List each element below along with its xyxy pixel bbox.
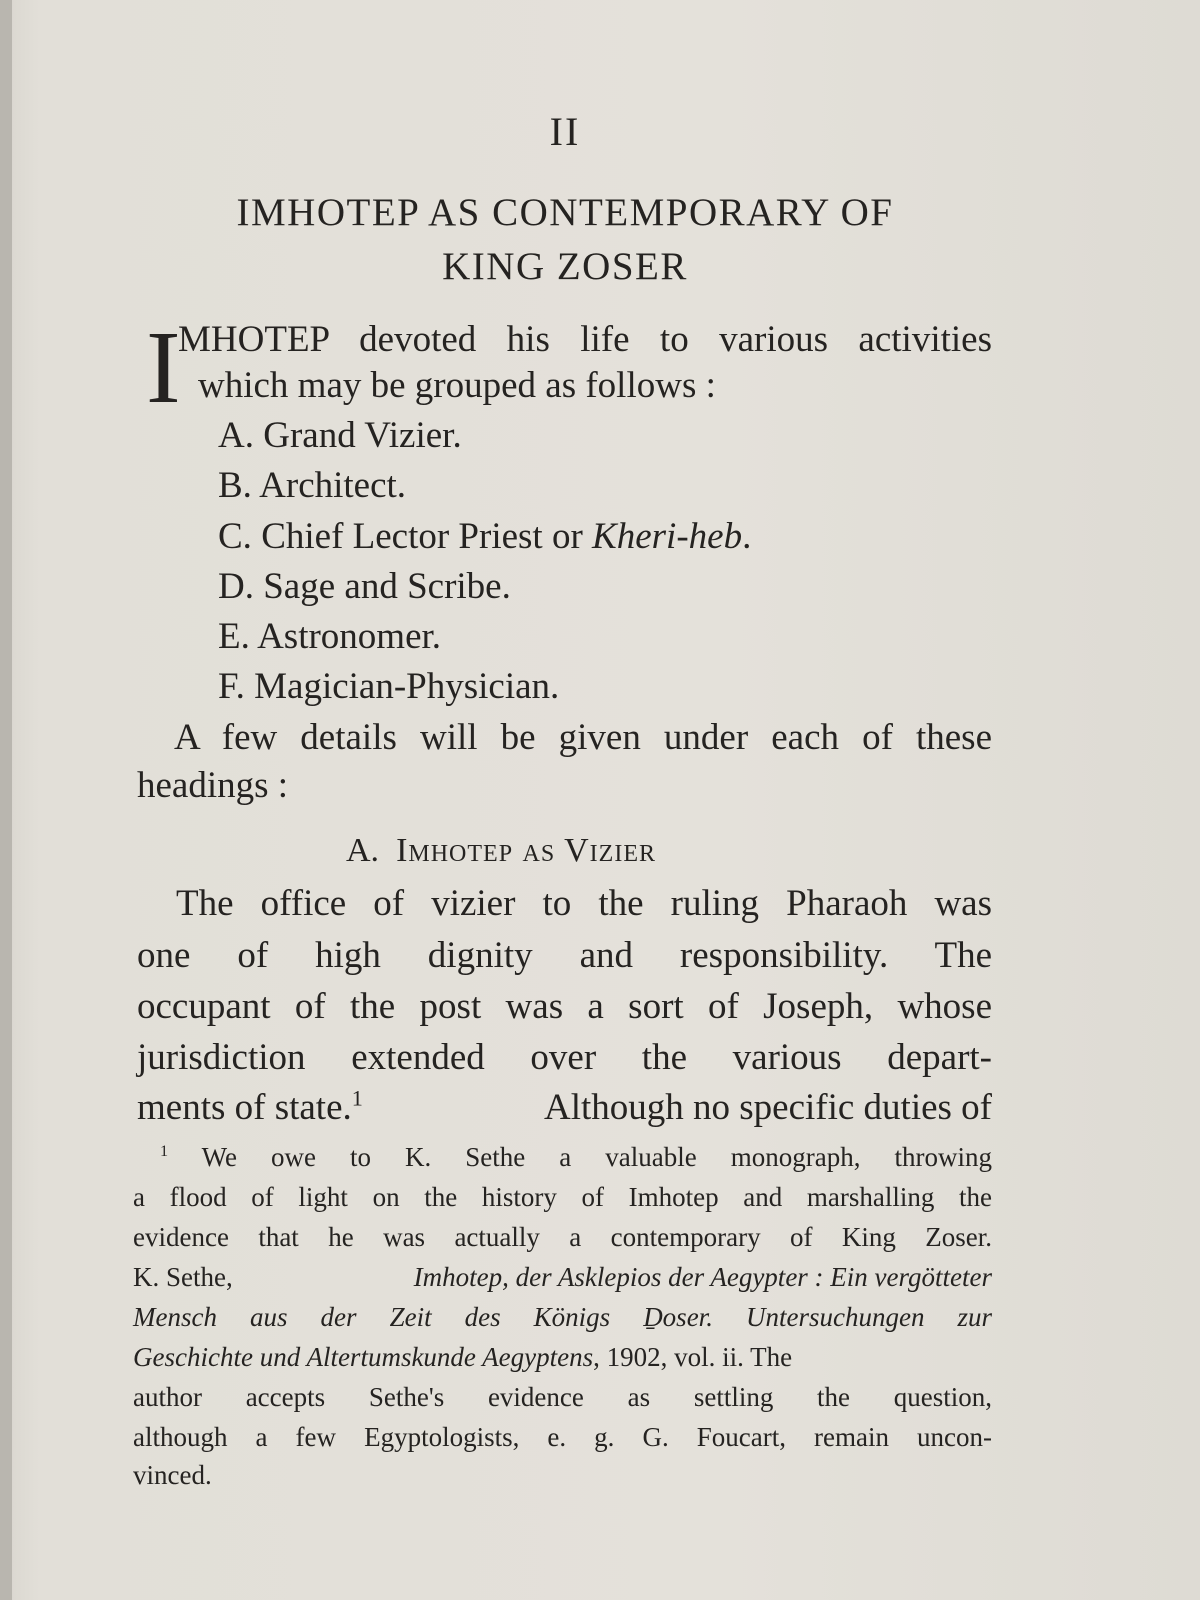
list-item-letter: E. <box>218 616 250 657</box>
footnote-line-6 <box>133 1342 992 1373</box>
list-item-letter: A. <box>218 415 254 456</box>
list-item-a <box>218 414 462 457</box>
list-item-text: Astronomer. <box>257 616 442 657</box>
list-item-text: Chief Lector Priest or <box>261 516 583 557</box>
list-item-text: Grand Vizier. <box>263 415 462 456</box>
list-item-e <box>218 615 441 658</box>
footnote-line-5: Mensch aus der Zeit des Königs Ḏoser. Untersuchungen zur <box>133 1302 992 1332</box>
body-text: ments of state. <box>137 1087 352 1128</box>
list-item-punct: . <box>742 516 752 557</box>
drop-cap: I <box>146 310 181 425</box>
list-item-italic-term: Kheri-heb <box>592 516 743 557</box>
body-line-5-end: Although no specific duties of <box>543 1087 992 1128</box>
footnote-line-4 <box>133 1262 992 1293</box>
list-item-text: Architect. <box>259 465 407 506</box>
list-item-f <box>218 665 559 708</box>
intro-line-2: which may be grouped as follows : <box>198 365 716 406</box>
list-item-c <box>218 515 751 558</box>
footnote-text: We owe to K. Sethe a valuable monograph, throwing <box>201 1142 993 1172</box>
section-heading <box>346 832 656 870</box>
list-item-text: Magician-Physician. <box>254 666 560 707</box>
list-item-letter: B. <box>218 465 252 506</box>
intro-line-1: MHOTEP devoted his life to various activities <box>178 319 992 360</box>
section-letter: A. <box>346 832 380 869</box>
list-item-letter: D. <box>218 566 254 607</box>
footnote-series-title: Geschichte und Altertumskunde Aegyptens <box>133 1342 594 1372</box>
details-line-1: A few details will be given under each of these <box>174 717 992 758</box>
footnote-line-1 <box>160 1142 992 1173</box>
chapter-title-line-2: KING ZOSER <box>442 245 688 288</box>
footnote-marker: 1 <box>160 1142 169 1160</box>
chapter-number: II <box>549 109 581 154</box>
footnote-line-8: although a few Egyptologists, e. g. G. Foucart, remain uncon- <box>133 1422 992 1452</box>
list-item-letter: F. <box>218 666 245 707</box>
body-line-4: jurisdiction extended over the various depart- <box>137 1037 992 1078</box>
body-line-3: occupant of the post was a sort of Joseph, whose <box>137 986 992 1027</box>
list-item-text: Sage and Scribe. <box>263 566 511 607</box>
body-line-1: The office of vizier to the ruling Pharaoh was <box>176 883 992 924</box>
footnote-citation: , 1902, vol. ii. The <box>593 1342 793 1372</box>
list-item-letter: C. <box>218 516 252 557</box>
section-title: Imhotep as Vizier <box>396 832 656 869</box>
footnote-line-3: evidence that he was actually a contemporary of King Zoser. <box>133 1222 992 1252</box>
footnote-line-9: vinced. <box>133 1460 212 1490</box>
body-line-5 <box>137 1086 992 1129</box>
footnote-line-2: a flood of light on the history of Imhotep and marshalling the <box>133 1182 992 1212</box>
footnote-work-title: Imhotep, der Asklepios der Aegypter : Ein vergötteter <box>413 1262 992 1292</box>
footnote-line-7: author accepts Sethe's evidence as settling the question, <box>133 1382 992 1412</box>
body-line-2: one of high dignity and responsibility. The <box>137 935 992 976</box>
chapter-title <box>0 186 1130 294</box>
body-line-5-start <box>137 1086 363 1129</box>
chapter-title-line-1: IMHOTEP AS CONTEMPORARY OF <box>236 191 894 234</box>
footnote-ref: 1 <box>351 1085 363 1111</box>
list-item-d <box>218 565 511 608</box>
footnote-author: K. Sethe, <box>133 1262 233 1292</box>
details-line-2: headings : <box>137 765 289 806</box>
list-item-b <box>218 464 406 507</box>
